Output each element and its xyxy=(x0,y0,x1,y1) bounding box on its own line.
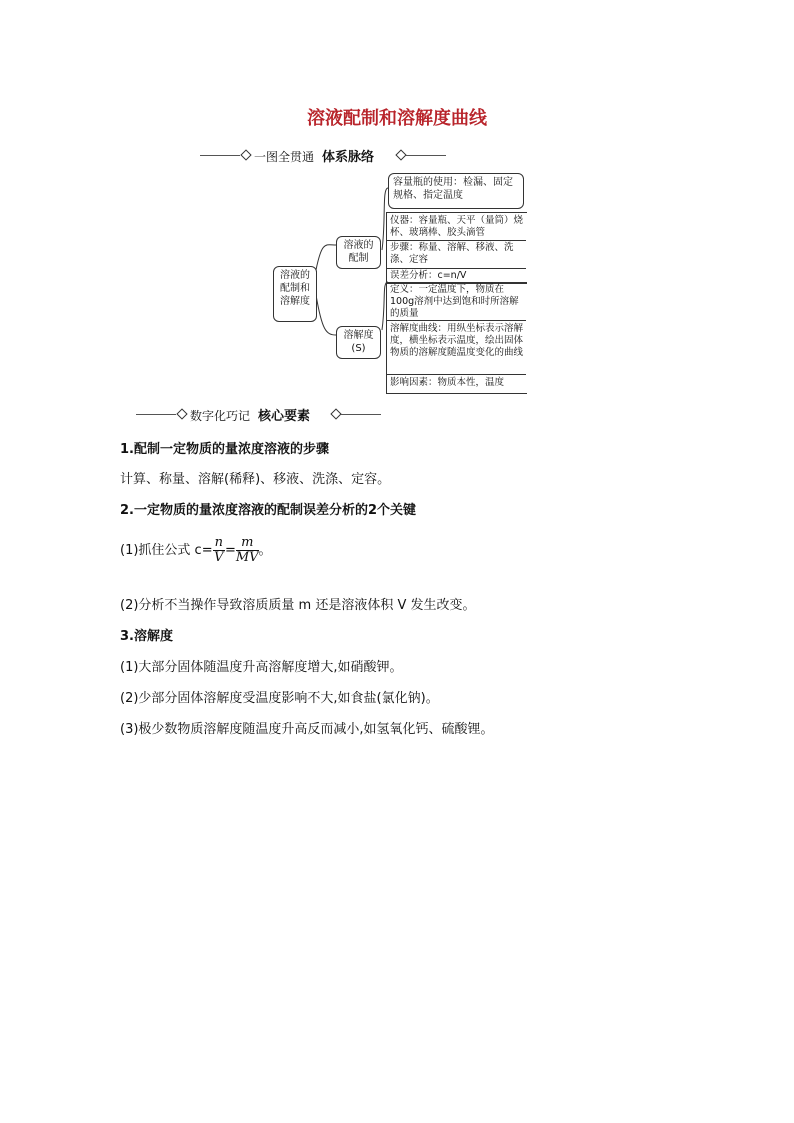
fraction-m-over-mv: $\frac{m}{MV}$ xyxy=(235,535,259,565)
heading-solubility: 3.溶解度 xyxy=(120,629,173,644)
section-header-core xyxy=(136,405,386,423)
leaf-instruments: 仪器：容量瓶、天平（量筒）烧杯、玻璃棒、胶头滴管 xyxy=(390,215,524,238)
paragraph-solubility-2: (2)少部分固体溶解度受温度影响不大,如食盐(氯化钠)。 xyxy=(120,691,439,706)
section-prefix: 数字化巧记 xyxy=(190,409,251,423)
leaf-volumetric-flask: 容量瓶的使用：检漏、固定规格、指定温度 xyxy=(388,173,524,209)
formula-line: (1)抓住公式 c= $\frac{n}{V}$ = $\frac{m}{MV}$ 。 xyxy=(120,535,272,565)
leaf-solubility-curve: 溶解度曲线：用纵坐标表示溶解度，横坐标表示温度，绘出固体物质的溶解度随温度变化的曲线 xyxy=(390,323,524,358)
diamond-icon xyxy=(240,149,251,160)
fraction-n-over-v: $\frac{n}{V}$ xyxy=(214,535,224,565)
leaf-error-analysis: 误差分析：c=n/V xyxy=(390,270,467,281)
diamond-icon xyxy=(176,408,187,419)
concept-map xyxy=(270,170,532,395)
heading-steps: 1.配制一定物质的量浓度溶液的步骤 xyxy=(120,442,329,457)
leaf-steps: 步骤：称量、溶解、移液、洗涤、定容 xyxy=(390,242,514,265)
leaf-factors: 影响因素：物质本性，温度 xyxy=(390,377,505,388)
section-header-system xyxy=(200,146,450,164)
section-label: 核心要素 xyxy=(258,409,311,424)
heading-error-keys: 2.一定物质的量浓度溶液的配制误差分析的2个关键 xyxy=(120,503,417,518)
paragraph-solubility-1: (1)大部分固体随温度升高溶解度增大,如硝酸钾。 xyxy=(120,660,403,675)
diamond-icon xyxy=(395,149,406,160)
leaf-definition: 定义：一定温度下，物质在100g溶剂中达到饱和时所溶解的质量 xyxy=(390,284,519,319)
branch-node-preparation: 溶液的配制 xyxy=(336,236,381,269)
root-node: 溶液的配制和溶解度 xyxy=(273,266,317,322)
paragraph-analysis: (2)分析不当操作导致溶质质量 m 还是溶液体积 V 发生改变。 xyxy=(120,598,476,613)
section-prefix: 一图全贯通 xyxy=(254,150,315,164)
diamond-icon xyxy=(330,408,341,419)
page-title: 溶液配制和溶解度曲线 xyxy=(307,108,487,129)
paragraph-steps: 计算、称量、溶解(稀释)、移液、洗涤、定容。 xyxy=(120,472,391,487)
branch-node-solubility: 溶解度(S) xyxy=(336,326,381,359)
paragraph-solubility-3: (3)极少数物质溶解度随温度升高反而减小,如氢氧化钙、硫酸锂。 xyxy=(120,722,494,737)
section-label: 体系脉络 xyxy=(322,150,375,165)
